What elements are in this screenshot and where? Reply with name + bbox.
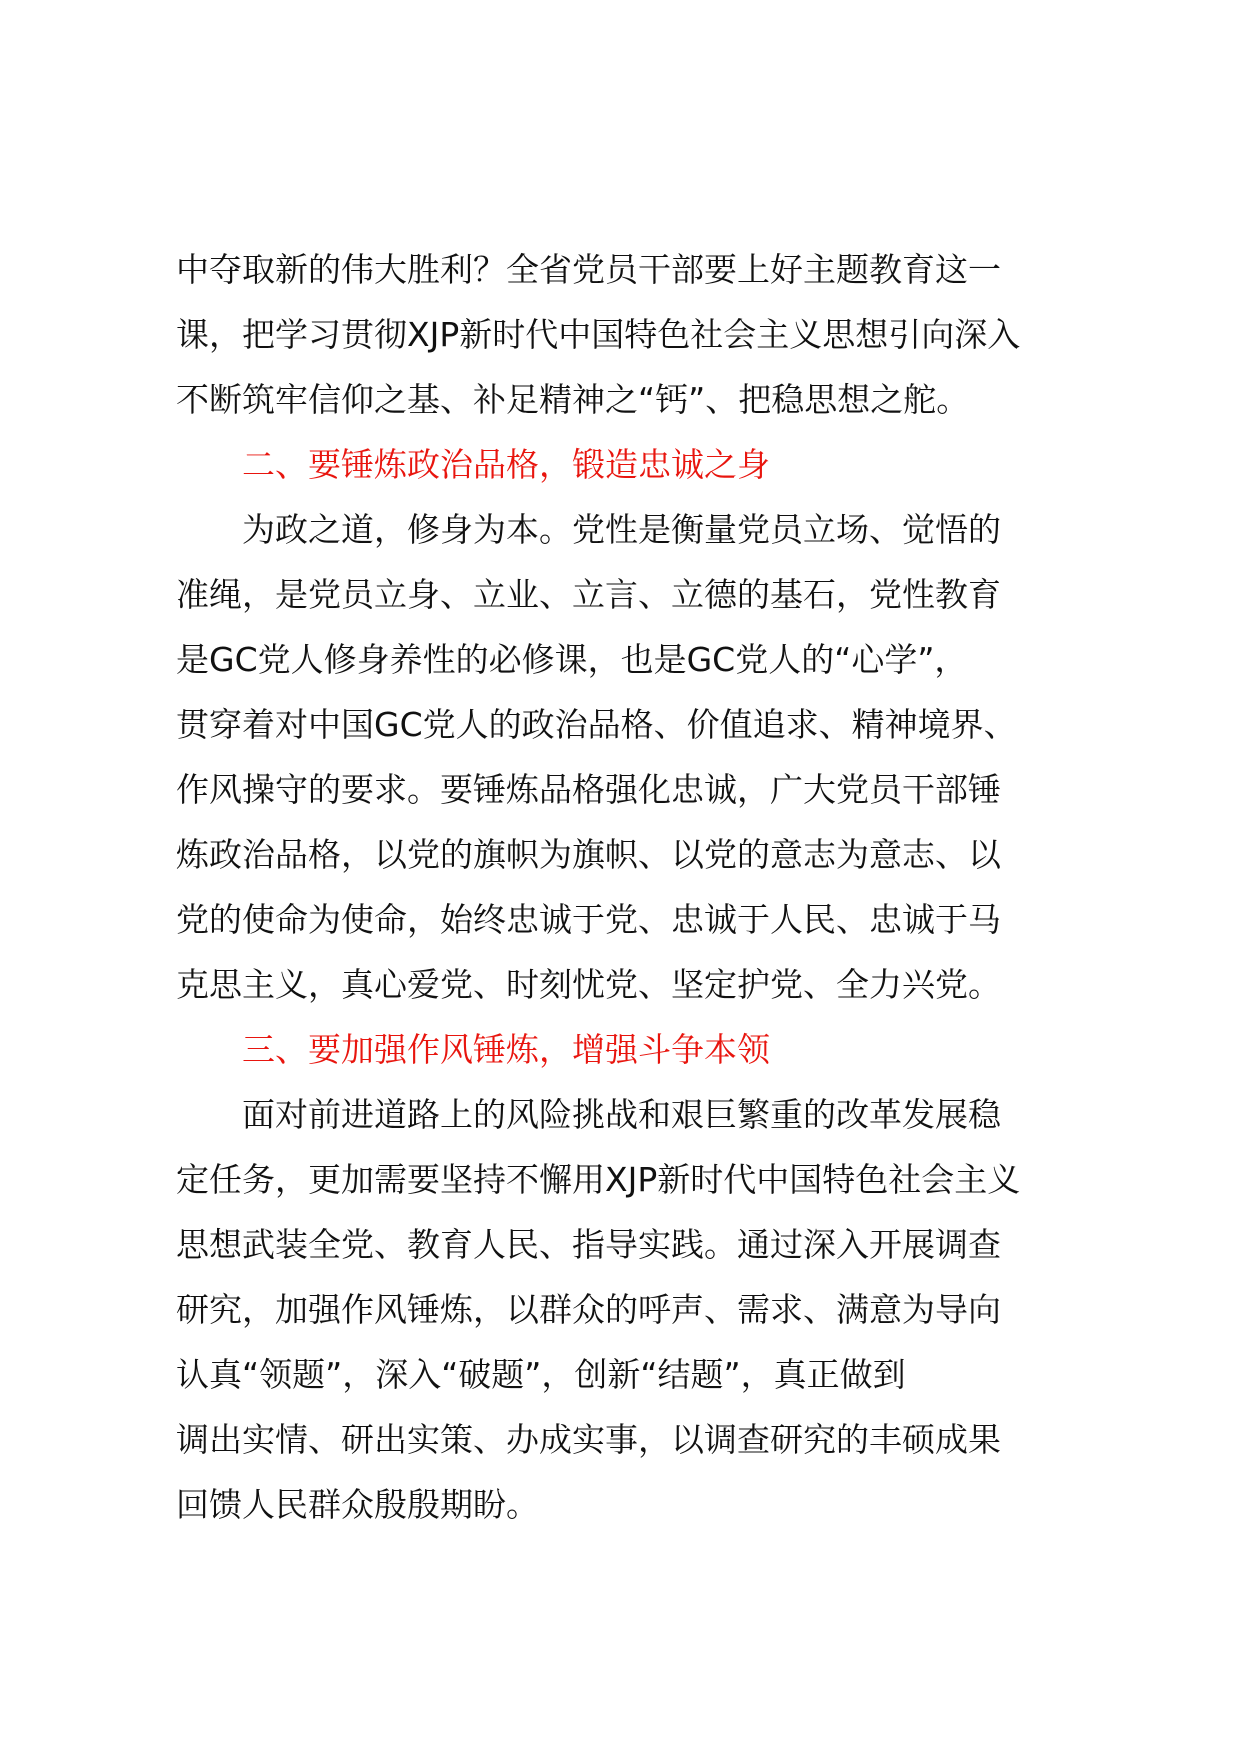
text-line: 研究，加强作风锤炼，以群众的呼声、需求、满意为导向: [176, 1290, 1001, 1329]
text-line: 调出实情、研出实策、办成实事，以调查研究的丰硕成果: [176, 1420, 1001, 1459]
text-line: 党的使命为使命，始终忠诚于党、忠诚于人民、忠诚于马: [176, 900, 1001, 939]
text-line: 准绳，是党员立身、立业、立言、立德的基石，党性教育: [176, 575, 1001, 614]
text-line: 贯穿着对中国GC党人的政治品格、价值追求、精神境界、: [176, 705, 1017, 744]
text-line: 是GC党人修身养性的必修课，也是GC党人的“心学”，: [176, 640, 968, 679]
text-line: 中夺取新的伟大胜利？全省党员干部要上好主题教育这一: [176, 250, 1001, 289]
text-line: 认真“领题”，深入“破题”，创新“结题”，真正做到: [176, 1355, 906, 1394]
text-line: 定任务，更加需要坚持不懈用XJP新时代中国特色社会主义: [176, 1160, 1021, 1199]
text-line: 炼政治品格，以党的旗帜为旗帜、以党的意志为意志、以: [176, 835, 1001, 874]
text-line: 回馈人民群众殷殷期盼。: [176, 1485, 539, 1524]
section-heading-2: 二、要锤炼政治品格，锻造忠诚之身: [242, 445, 770, 484]
text-line: 为政之道，修身为本。党性是衡量党员立场、觉悟的: [242, 510, 1001, 549]
section-heading-3: 三、要加强作风锤炼，增强斗争本领: [242, 1030, 770, 1069]
text-line: 面对前进道路上的风险挑战和艰巨繁重的改革发展稳: [242, 1095, 1001, 1134]
text-line: 课，把学习贯彻XJP新时代中国特色社会主义思想引向深入: [176, 315, 1021, 354]
text-line: 作风操守的要求。要锤炼品格强化忠诚，广大党员干部锤: [176, 770, 1001, 809]
text-line: 不断筑牢信仰之基、补足精神之“钙”、把稳思想之舵。: [176, 380, 970, 419]
document-body: [176, 237, 1116, 1537]
text-line: 克思主义，真心爱党、时刻忧党、坚定护党、全力兴党。: [176, 965, 1001, 1004]
text-line: 思想武装全党、教育人民、指导实践。通过深入开展调查: [176, 1225, 1001, 1264]
